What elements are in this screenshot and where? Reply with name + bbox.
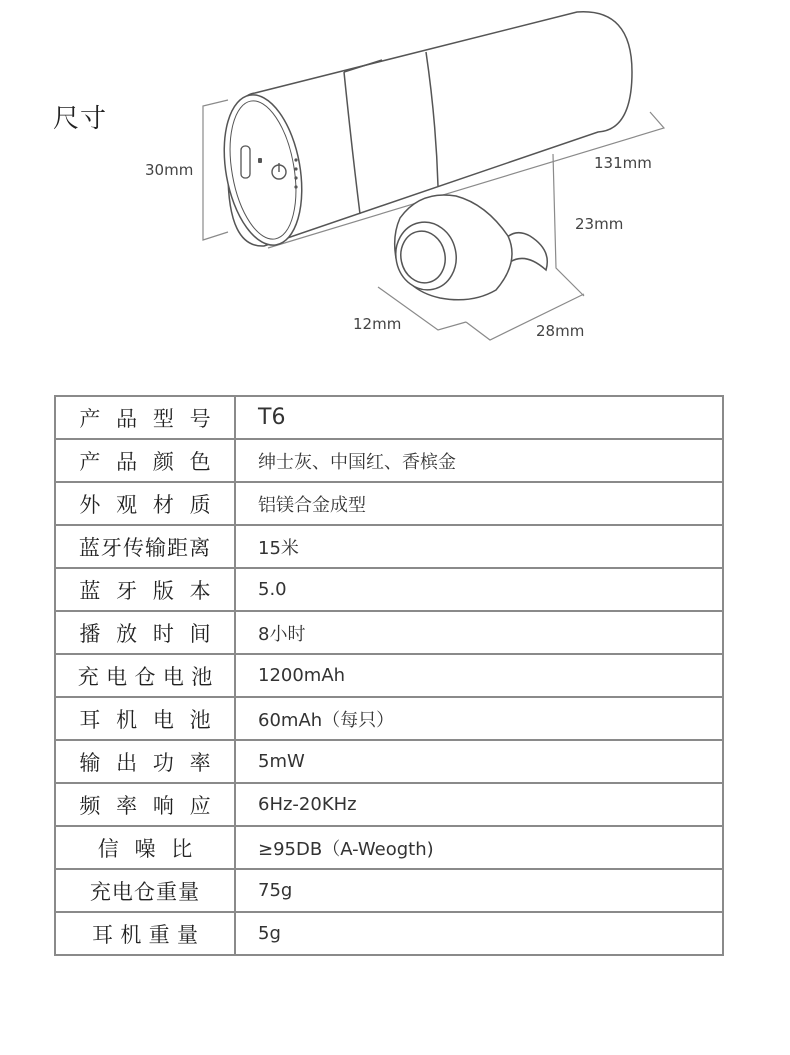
- spec-label-case-weight: 充电仓重量: [89, 879, 201, 904]
- spec-table: [54, 395, 724, 956]
- spec-value-color: 绅士灰、中国红、香槟金: [235, 439, 723, 482]
- spec-label-earbud-battery: 耳机电池: [79, 707, 227, 732]
- dim-label-earbud-width: 28mm: [536, 322, 585, 340]
- section-title: 尺寸: [53, 104, 108, 134]
- dim-label-earbud-depth: 12mm: [353, 315, 402, 333]
- table-row: [55, 482, 723, 525]
- spec-value-model: T6: [235, 396, 723, 439]
- dim-label-length: 131mm: [594, 154, 652, 172]
- spec-value-case-weight: 75g: [235, 869, 723, 912]
- spec-label-frequency: 频率响应: [79, 793, 227, 818]
- spec-value-output-power: 5mW: [235, 740, 723, 783]
- table-row: [55, 826, 723, 869]
- spec-label-output-power: 输出功率: [79, 750, 227, 775]
- spec-label-material: 外观材质: [79, 492, 227, 517]
- spec-value-frequency: 6Hz-20KHz: [235, 783, 723, 826]
- spec-value-play-time: 8小时: [235, 611, 723, 654]
- table-row: [55, 697, 723, 740]
- table-row: [55, 912, 723, 955]
- table-row: [55, 611, 723, 654]
- spec-value-earbud-weight: 5g: [235, 912, 723, 955]
- spec-value-earbud-battery: 60mAh（每只）: [235, 697, 723, 740]
- spec-value-snr: ≥95DB（A-Weogth): [235, 826, 723, 869]
- table-row: [55, 654, 723, 697]
- spec-label-bt-range: 蓝牙传输距离: [78, 535, 212, 560]
- table-row: [55, 439, 723, 482]
- earbud: [390, 195, 548, 300]
- spec-label-bt-version: 蓝牙版本: [79, 578, 227, 603]
- spec-value-material: 铝镁合金成型: [235, 482, 723, 525]
- dim-label-earbud-height: 23mm: [575, 215, 624, 233]
- spec-value-bt-range: 15米: [235, 525, 723, 568]
- spec-value-case-battery: 1200mAh: [235, 654, 723, 697]
- table-row: [55, 568, 723, 611]
- spec-label-snr: 信噪比: [97, 836, 208, 861]
- table-row: [55, 869, 723, 912]
- product-dimension-diagram: [0, 0, 790, 360]
- spec-label-color: 产品颜色: [79, 449, 227, 474]
- spec-label-earbud-weight: 耳机重量: [91, 922, 206, 947]
- dim-label-height: 30mm: [145, 161, 194, 179]
- spec-label-play-time: 播放时间: [79, 621, 227, 646]
- spec-label-model: 产品型号: [79, 406, 227, 431]
- table-row: [55, 740, 723, 783]
- table-row: [55, 783, 723, 826]
- table-row: [55, 396, 723, 439]
- spec-value-bt-version: 5.0: [235, 568, 723, 611]
- spec-label-case-battery: 充电仓电池: [77, 664, 220, 689]
- table-row: [55, 525, 723, 568]
